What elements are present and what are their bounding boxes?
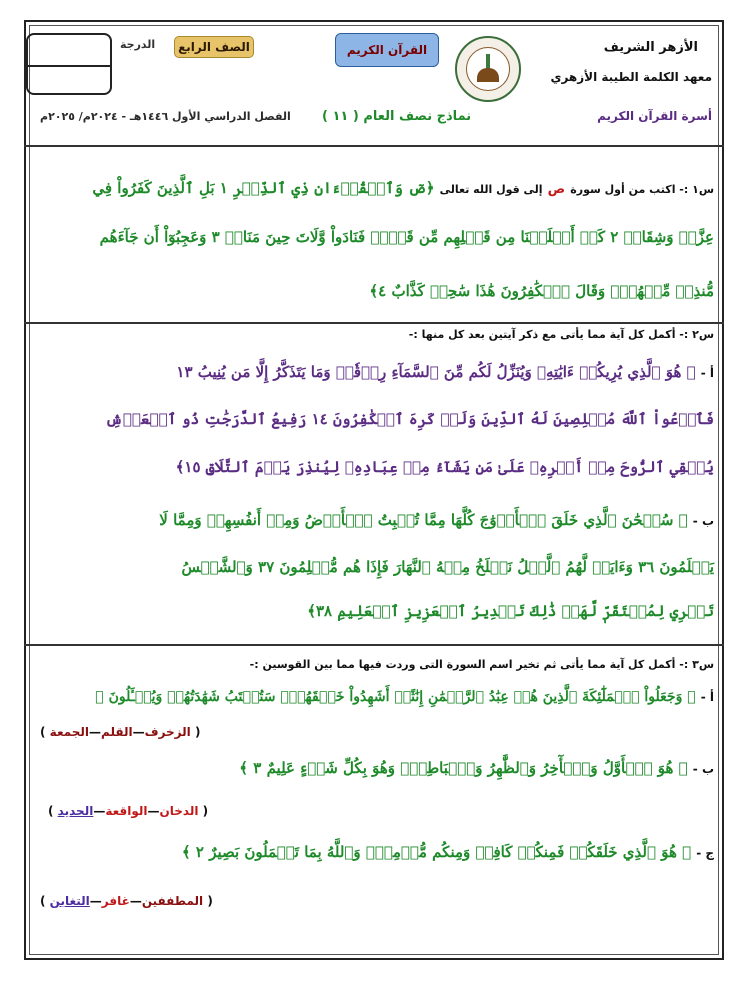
paren-open: ( — [202, 804, 209, 818]
score-label: الدرجة — [120, 38, 156, 51]
q2-a-line1: ﴿ هُوَ ٱلَّذِي يُرِيكُمۡ ءَايَٰتِهِۦ وَيُنَزِّلُ لَكُم مِّنَ ٱلسَّمَآءِ رِزۡقٗاۚ وَمَا يَتَذَكَّرُ إِلَّا مَن يُنِيبُ ١٣ — [176, 363, 696, 381]
q3-b-option-2[interactable]: الواقعة — [105, 804, 148, 818]
q3-c-ayah: ﴿ هُوَ ٱلَّذِي خَلَقَكُمۡ فَمِنكُمۡ كَافِرٞ وَمِنكُم مُّؤۡمِنٞۚ وَٱللَّهُ بِمَا تَعۡمَلُونَ بَصِيرٌ ٢ ﴾ — [181, 843, 692, 861]
q1-surah: ص — [547, 182, 566, 197]
q2-b-label: ب - — [692, 514, 714, 528]
q3-c-options — [40, 894, 213, 908]
q3-a-ayah: ﴿ وَجَعَلُواْ ٱلۡمَلَٰٓئِكَةَ ٱلَّذِينَ هُمۡ عِبَٰدُ ٱلرَّحۡمَٰنِ إِنَٰثًاۚ أَشَهِدُواْ خَلۡقَهُمۡۚ سَتُكۡتَبُ شَهَٰدَتُهُمۡ وَيُسۡـَٔلُونَ ﴾ — [95, 689, 696, 705]
q3-c-row — [59, 842, 714, 861]
institute-name: معهد الكلمة الطيبة الأزهري — [550, 70, 712, 84]
q3-b-option-3[interactable]: الحديد — [57, 804, 94, 818]
mosque-icon — [466, 47, 510, 91]
paren-close: ) — [40, 725, 46, 739]
q3-b-ayah: ﴿ هُوَ ٱلۡأَوَّلُ وَٱلۡأٓخِرُ وَٱلظَّٰهِرُ وَٱلۡبَاطِنُۖ وَهُوَ بِكُلِّ شَيۡءٍ عَلِيمٌ ٣ ﴾ — [239, 759, 688, 777]
q3-a-option-2[interactable]: القلم — [101, 725, 133, 739]
q2-a-line2: فَٱدۡعُواْ ٱللَّهَ مُخۡلِصِينَ لَهُ ٱلدِّينَ وَلَوۡ كَرِهَ ٱلۡكَٰفِرُونَ ١٤ رَفِيعُ ٱلدَّرَجَٰتِ ذُو ٱلۡعَرۡشِ — [105, 410, 714, 428]
exam-sheet-border — [24, 20, 724, 960]
paren-close: ) — [48, 804, 54, 818]
divider-header — [24, 145, 724, 147]
quran-family: أسرة القرآن الكريم — [597, 109, 712, 123]
q2-prompt: س٢ :- أكمل كل آية مما يأتى مع ذكر آيتين بعد كل منها :- — [408, 328, 714, 341]
q1-prompt-end: إلى قول الله تعالى — [439, 183, 543, 196]
q2-a-label: أ - — [700, 366, 714, 380]
q3-b-option-1[interactable]: الدخان — [159, 804, 199, 818]
q1-ayah-line3: مُّنذِرٞ مِّنۡهُمۡۖ وَقَالَ ٱلۡكَٰفِرُونَ هَٰذَا سَٰحِرٞ كَذَّابٌ ٤﴾ — [369, 282, 714, 300]
term-date: الفصل الدراسي الأول ١٤٤٦هـ - ٢٠٢٤م/ ٢٠٢٥م — [40, 110, 291, 123]
q3-a-option-1[interactable]: الزخرف — [144, 725, 191, 739]
grade-badge: الصف الرابع — [174, 36, 254, 58]
institute-logo — [455, 36, 521, 102]
q1-ayah-line2: عِزَّةٖ وَشِقَاقٖ ٢ كَمۡ أَهۡلَكۡنَا مِن قَبۡلِهِم مِّن قَرۡنٖ فَنَادَواْ وَّلَاتَ حِينَ مَنَاصٖ ٣ وَعَجِبُوٓاْ أَن جَآءَهُم — [99, 228, 714, 246]
divider-q2 — [24, 644, 724, 646]
q3-c-label: ج - — [696, 846, 714, 860]
exam-title: نماذج نصف العام ( ١١ ) — [322, 109, 472, 124]
q3-c-option-2[interactable]: غافر — [101, 894, 130, 908]
azhar-title: الأزهر الشريف — [603, 40, 698, 55]
q2-a-line3: يُلۡقِي ٱلرُّوحَ مِنۡ أَمۡرِهِۦ عَلَىٰ مَن يَشَآءُ مِنۡ عِبَادِهِۦ لِيُنذِرَ يَوۡمَ ٱلتَّلَاقِ ١٥﴾ — [175, 458, 714, 476]
q3-b-row — [59, 758, 714, 777]
q3-a-label: أ - — [700, 690, 714, 704]
q3-c-option-3[interactable]: التغابن — [49, 894, 90, 908]
paren-close: ) — [40, 894, 46, 908]
subject-badge: القرآن الكريم — [335, 33, 439, 67]
score-divider — [28, 65, 110, 67]
q1-ayah-line1: ﴿صٓ وَٱلۡقُرۡءَانِ ذِي ٱلذِّكۡرِ ١ بَلِ ٱلَّذِينَ كَفَرُواْ فِي — [92, 179, 435, 197]
dash: — — [93, 804, 106, 818]
q2-b-line1: ﴿ سُبۡحَٰنَ ٱلَّذِي خَلَقَ ٱلۡأَزۡوَٰجَ كُلَّهَا مِمَّا تُنۢبِتُ ٱلۡأَرۡضُ وَمِنۡ أَنفُسِهِمۡ وَمِمَّا لَا — [159, 511, 688, 529]
q3-b-label: ب - — [692, 762, 714, 776]
paren-open: ( — [207, 894, 213, 908]
score-box — [26, 33, 112, 95]
q3-a-row — [59, 686, 714, 705]
q2-b-row1 — [59, 510, 714, 529]
q3-a-options — [40, 725, 200, 739]
q1-row1 — [59, 178, 714, 197]
dash: — — [89, 725, 102, 739]
divider-q1 — [24, 322, 724, 324]
q2-b-line3: تَجۡرِي لِمُسۡتَقَرّٖ لَّهَاۚ ذَٰلِكَ تَقۡدِيرُ ٱلۡعَزِيزِ ٱلۡعَلِيمِ ٣٨﴾ — [307, 602, 714, 620]
dash: — — [129, 894, 142, 908]
q3-prompt: س٣ :- أكمل كل آية مما يأتى ثم تخير اسم السورة التى وردت فيها مما بين القوسين :- — [249, 658, 714, 671]
q3-c-option-1[interactable]: المطففين — [141, 894, 204, 908]
q3-b-options — [48, 804, 208, 818]
dash: — — [147, 804, 160, 818]
q2-b-line2: يَعۡلَمُونَ ٣٦ وَءَايَةٞ لَّهُمُ ٱلَّيۡلُ نَسۡلَخُ مِنۡهُ ٱلنَّهَارَ فَإِذَا هُم مُّظۡلِمُونَ ٣٧ وَٱلشَّمۡسُ — [181, 558, 714, 576]
dash: — — [132, 725, 145, 739]
dash: — — [89, 894, 102, 908]
q2-a-row1 — [59, 362, 714, 381]
paren-open: ( — [194, 725, 201, 739]
q3-a-option-3[interactable]: الجمعة — [49, 725, 90, 739]
q1-prompt: س١ :- اكتب من أول سورة — [570, 183, 714, 196]
